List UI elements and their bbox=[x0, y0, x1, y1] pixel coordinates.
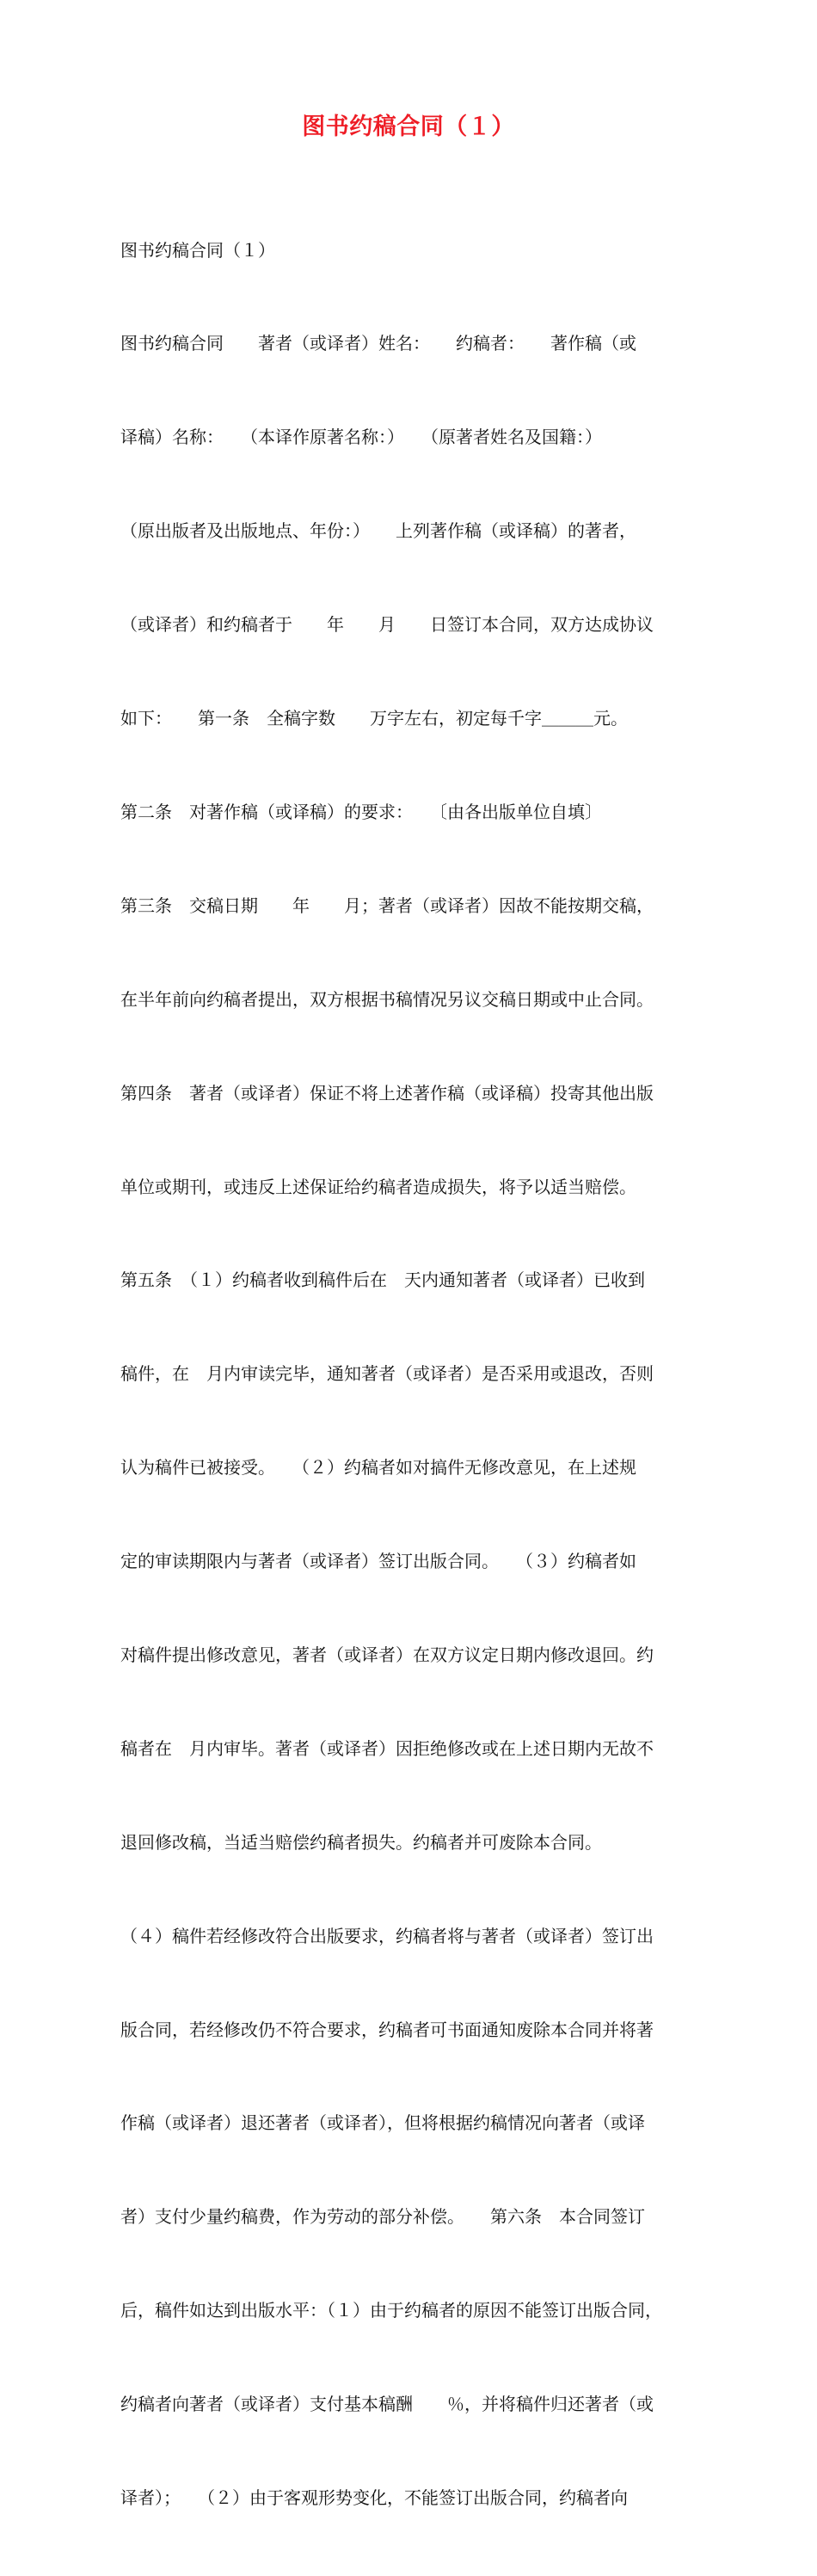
body-line: 后，稿件如达到出版水平：（１）由于约稿者的原因不能签订出版合同， bbox=[120, 2300, 662, 2321]
body-line: 图书约稿合同 著者（或译者）姓名： 约稿者： 著作稿（或 bbox=[120, 333, 636, 354]
body-line: 第四条 著者（或译者）保证不将上述著作稿（或译稿）投寄其他出版 bbox=[120, 1082, 654, 1104]
body-line: 译者）； （２）由于客观形势变化，不能签订出版合同，约稿者向 bbox=[120, 2487, 628, 2508]
body-line: 译稿）名称： （本译作原著名称：） （原著者姓名及国籍：） bbox=[120, 427, 602, 448]
body-line: 对稿件提出修改意见，著者（或译者）在双方议定日期内修改退回。约 bbox=[120, 1644, 654, 1665]
body-line: 者）支付少量约稿费，作为劳动的部分补偿。 第六条 本合同签订 bbox=[120, 2206, 645, 2228]
body-line: （４）稿件若经修改符合出版要求，约稿者将与著者（或译者）签订出 bbox=[120, 1925, 654, 1946]
body-line: 作稿（或译者）退还著者（或译者），但将根据约稿情况向著者（或译 bbox=[120, 2112, 645, 2134]
body-line: 图书约稿合同（１） bbox=[120, 239, 275, 261]
body-line: 认为稿件已被接受。 （２）约稿者如对搞件无修改意见，在上述规 bbox=[120, 1457, 636, 1479]
body-line: 退回修改稿，当适当赔偿约稿者损失。约稿者并可废除本合同。 bbox=[120, 1831, 602, 1853]
body-line: 约稿者向著者（或译者）支付基本稿酬 ％，并将稿件归还著者（或 bbox=[120, 2394, 654, 2415]
body-line: 稿者在 月内审毕。著者（或译者）因拒绝修改或在上述日期内无故不 bbox=[120, 1737, 654, 1759]
contract-body bbox=[120, 172, 705, 2576]
body-line: 第三条 交稿日期 年 月；著者（或译者）因故不能按期交稿， bbox=[120, 895, 654, 916]
body-line: 第二条 对著作稿（或译稿）的要求： 〔由各出版单位自填〕 bbox=[120, 801, 602, 822]
body-line: （或译者）和约稿者于 年 月 日签订本合同，双方达成协议 bbox=[120, 614, 654, 636]
body-line: 版合同，若经修改仍不符合要求，约稿者可书面通知废除本合同并将著 bbox=[120, 2019, 654, 2040]
body-line: 如下： 第一条 全稿字数 万字左右，初定每千字＿＿＿元。 bbox=[120, 708, 628, 729]
body-line: 单位或期刊，或违反上述保证给约稿者造成损失，将予以适当赔偿。 bbox=[120, 1176, 636, 1197]
body-line: 在半年前向约稿者提出，双方根据书稿情况另议交稿日期或中止合同。 bbox=[120, 988, 654, 1010]
body-line: 稿件，在 月内审读完毕，通知著者（或译者）是否采用或退改，否则 bbox=[120, 1363, 654, 1385]
body-line: 定的审读期限内与著者（或译者）签订出版合同。 （３）约稿者如 bbox=[120, 1551, 636, 1572]
body-line: （原出版者及出版地点、年份：） 上列著作稿（或译稿）的著者， bbox=[120, 520, 636, 542]
body-line: 第五条 （１）约稿者收到稿件后在 天内通知著者（或译者）已收到 bbox=[120, 1270, 645, 1291]
document-title: 图书约稿合同（１） bbox=[302, 114, 515, 140]
